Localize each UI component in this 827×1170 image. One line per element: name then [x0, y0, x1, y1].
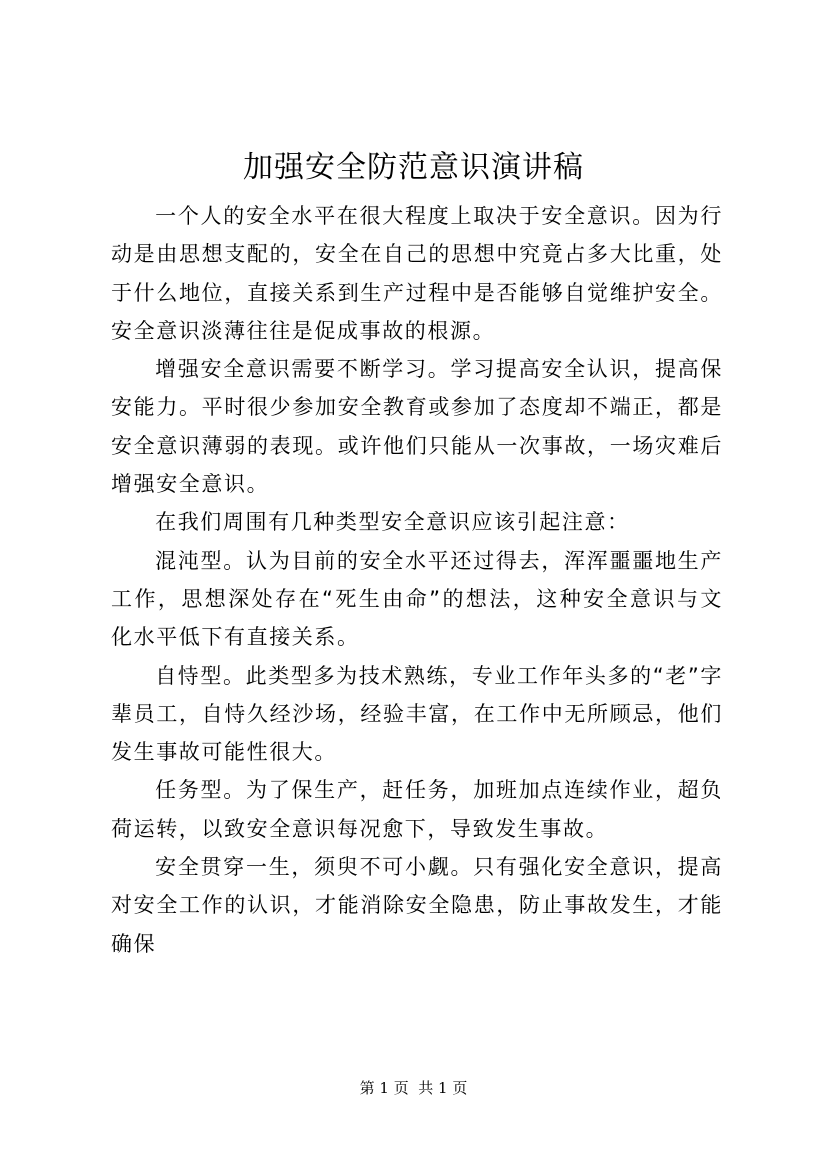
- page-footer: [0, 1078, 827, 1098]
- paragraph: 混沌型。认为目前的安全水平还过得去，浑浑噩噩地生产工作，思想深处存在“死生由命”的想法，这种安全意识与文化水平低下有直接关系。: [111, 548, 723, 650]
- document-title: 加强安全防范意识演讲稿: [243, 150, 584, 185]
- paragraph: 增强安全意识需要不断学习。学习提高安全认识，提高保安能力。平时很少参加安全教育或参加了态度却不端正，都是安全意识薄弱的表现。或许他们只能从一次事故，一场灾难后增强安全意识。: [111, 357, 723, 497]
- page-number: 第 1 页 共 1 页: [359, 1079, 468, 1097]
- document-body: [111, 197, 723, 963]
- paragraph: 自恃型。此类型多为技术熟练，专业工作年头多的“老”字辈员工，自恃久经沙场，经验丰富，在工作中无所顾忌，他们发生事故可能性很大。: [111, 663, 723, 765]
- paragraph: 任务型。为了保生产，赶任务，加班加点连续作业，超负荷运转，以致安全意识每况愈下，导致发生事故。: [111, 778, 723, 841]
- paragraph: 一个人的安全水平在很大程度上取决于安全意识。因为行动是由思想支配的，安全在自己的思想中究竟占多大比重，处于什么地位，直接关系到生产过程中是否能够自觉维护安全。安全意识淡薄往往是促成事故的根源。: [111, 204, 723, 343]
- paragraph: 安全贯穿一生，须臾不可小觑。只有强化安全意识，提高对安全工作的认识，才能消除安全隐患，防止事故发生，才能确保: [111, 855, 723, 956]
- paragraph: 在我们周围有几种类型安全意识应该引起注意：: [155, 510, 630, 535]
